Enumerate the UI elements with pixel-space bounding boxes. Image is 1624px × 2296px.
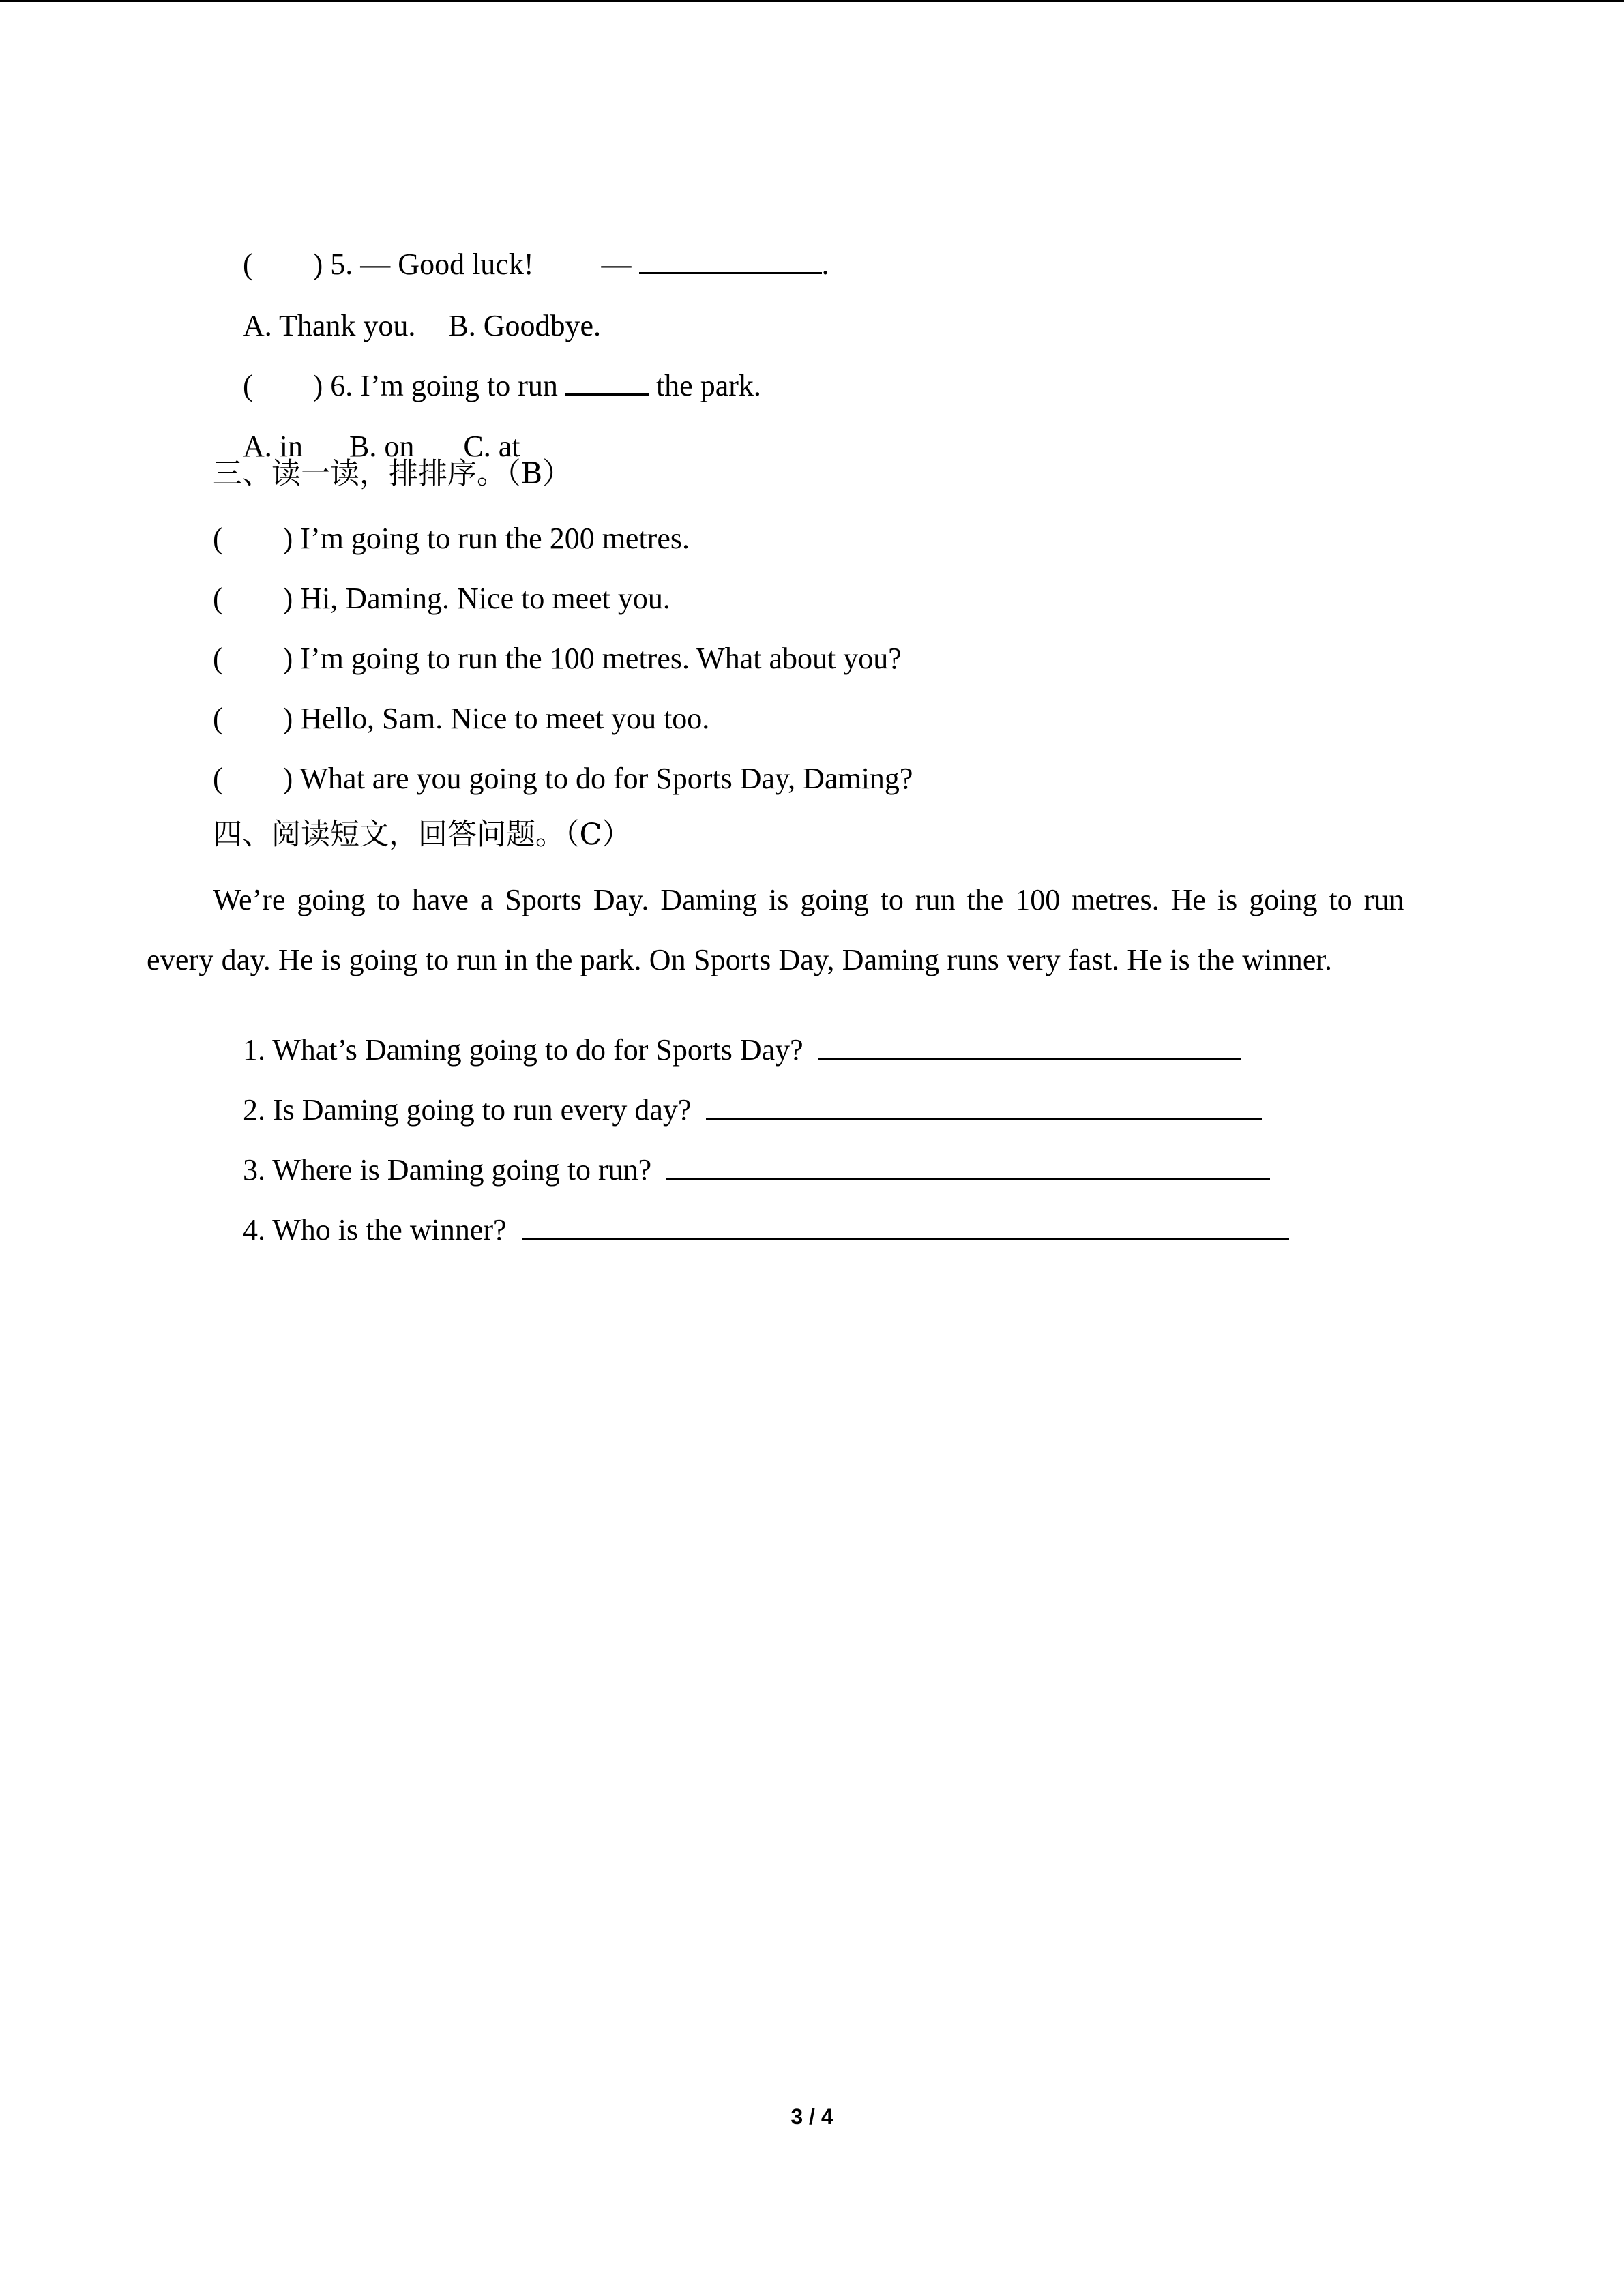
question-6-after: the park.: [648, 369, 761, 402]
ordering-item: ( ) Hi, Daming. Nice to meet you.: [213, 582, 670, 615]
passage-line-2: every day. He is going to run in the park. On Sports Day, Daming runs very fast. He is the winner.: [147, 943, 1333, 976]
question-text: 4. Who is the winner?: [243, 1213, 507, 1247]
answer-blank[interactable]: [522, 1235, 1289, 1240]
ordering-item: ( ) I’m going to run the 200 metres.: [213, 522, 690, 555]
answer-blank[interactable]: [818, 1055, 1241, 1060]
section-3-heading: 三、读一读，排排序。（B）: [213, 457, 572, 491]
ordering-item: ( ) I’m going to run the 100 metres. What about you?: [213, 642, 902, 675]
top-border-line: [0, 0, 1624, 2]
answer-blank[interactable]: [639, 269, 822, 274]
ordering-item: ( ) Hello, Sam. Nice to meet you too.: [213, 702, 710, 735]
question-6-stem: ( ) 6. I’m going to run: [243, 369, 565, 402]
page-number: 3 / 4: [791, 2104, 833, 2129]
section-4-heading: 四、阅读短文，回答问题。（C）: [213, 818, 632, 852]
answer-blank[interactable]: [666, 1175, 1270, 1180]
question-text: 2. Is Daming going to run every day?: [243, 1093, 692, 1127]
ordering-item: ( ) What are you going to do for Sports Day, Daming?: [213, 762, 913, 795]
option-b: B. Goodbye.: [448, 309, 602, 342]
question-text: 1. What’s Daming going to do for Sports Day?: [243, 1033, 803, 1067]
passage-line-1: We’re going to have a Sports Day. Daming is going to run the 100 metres. He is going to run: [213, 883, 1404, 916]
answer-blank[interactable]: [565, 391, 649, 396]
option-a: A. Thank you.: [243, 309, 416, 342]
option-b: B. on: [349, 430, 415, 463]
question-5-end: .: [821, 248, 829, 281]
reading-question-4: [213, 1185, 1289, 1275]
option-c: C. at: [463, 430, 520, 463]
question-text: 3. Where is Daming going to run?: [243, 1153, 652, 1187]
option-a: A. in: [243, 430, 303, 463]
answer-blank[interactable]: [706, 1115, 1262, 1120]
question-5-stem: ( ) 5. — Good luck! —: [243, 248, 639, 281]
